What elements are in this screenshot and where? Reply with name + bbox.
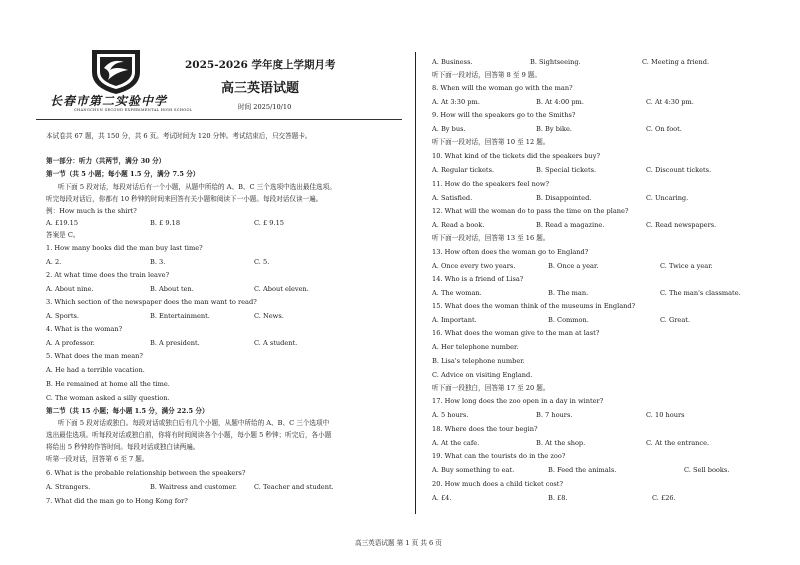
option: A. By bus. [432,125,466,133]
question: 7. What did the man go to Hong Kong for? [46,497,188,505]
section1-instruction: 听完每段对话后，你都有 10 秒钟的时间来回答有关小题和阅读下一小题。每段对话仅读一遍。 [46,195,323,203]
option: B. About ten. [150,285,194,293]
question: 15. What does the woman think of the museums in England? [432,302,636,310]
question: 9. How will the speakers go to the Smiths? [432,111,576,119]
question: 3. Which section of the newspaper does the man want to read? [46,298,257,306]
question: 2. At what time does the train leave? [46,271,170,279]
option: A. The woman. [432,289,482,297]
options [46,339,297,347]
section2-instruction: 选出最佳选项。听每段对话或独白前，你将有时间阅读各个小题，每小题 5 秒钟；听完后，各小题 [46,431,332,439]
exam-title: 高三英语试题 [221,81,300,96]
options [46,285,309,293]
option: C. About eleven. [254,285,309,293]
question: 19. What can the tourists do in the zoo? [432,452,566,460]
question: 4. What is the woman? [46,325,123,333]
option: A. Buy something to eat. [432,466,515,474]
question: 16. What does the woman give to the man at last? [432,329,600,337]
option: C. Advice on visiting England. [432,371,533,379]
option: B. £ 9.18 [150,219,181,227]
question: 20. How much does a child ticket cost? [432,480,563,488]
options [432,411,685,419]
option: C. 5. [254,258,270,266]
question: 10. What kind of the tickets did the speakers buy? [432,152,601,160]
option: C. Read newspapers. [646,221,717,229]
page-footer: 高三英语试题 第 1 页 共 6 页 [355,539,442,547]
option: B. At the shop. [536,439,586,447]
option: A. Business. [432,58,473,66]
option: A. Read a book. [432,221,485,229]
example-question: 例：How much is the shirt? [46,207,137,215]
school-name: 长春市第二实验中学 [50,94,168,108]
options [432,166,711,174]
option: C. The woman asked a silly question. [46,394,170,402]
exam-date: 时间 2025/10/10 [238,103,292,111]
option: A. Satisfied. [432,194,473,202]
listening-note: 听下面一段独白，回答第 17 至 20 题。 [432,384,550,392]
option: A. Her telephone number. [432,343,519,351]
option: C. A student. [254,339,298,347]
options [432,194,688,202]
option: A. £4. [432,494,452,502]
option: C. The man's classmate. [660,289,741,297]
question: 1. How many books did the man buy last time? [46,244,203,252]
option: B. 7 hours. [536,411,573,419]
option: A. 5 hours. [432,411,469,419]
listening-note: 听下面一段对话，回答第 8 至 9 题。 [432,71,542,79]
option: C. £26. [652,494,676,502]
option: A. Regular tickets. [432,166,495,174]
options [432,221,716,229]
column-divider [415,52,416,514]
options [46,258,269,266]
section2-instruction: 将给出 5 秒钟的作答时间。每段对话或独白读两遍。 [46,443,200,451]
option: A. At the cafe. [432,439,480,447]
option: C. At the entrance. [646,439,710,447]
option: C. Twice a year. [660,262,713,270]
section1-heading: 第一节（共 5 小题；每小题 1.5 分，满分 7.5 分） [46,170,200,178]
year-title: 2025-2026 学年度上学期月考 [185,59,336,71]
option: C. Teacher and student. [254,483,334,491]
option: B. The man. [548,289,589,297]
option: A. 2. [46,258,62,266]
option: B. Entertainment. [150,312,210,320]
listening-note: 听下面一段对话，回答第 10 至 12 题。 [432,138,550,146]
example-options [46,219,284,227]
option: A. At 3:30 pm. [432,98,480,106]
options [46,312,284,320]
option: A. He had a terrible vacation. [46,366,145,374]
option: B. He remained at home all the time. [46,380,170,388]
option: C. At 4:30 pm. [646,98,694,106]
intro-text: 本试卷共 67 题，共 150 分，共 6 页。考试时间为 120 分钟。考试结束后，只交答题卡。 [46,132,312,140]
section2-heading: 第二节（共 15 小题；每小题 1.5 分，满分 22.5 分） [46,407,209,415]
section1-instruction: 听下面 5 段对话，每段对话后有一个小题，从题中所给的 A、B、C 三个选项中选出最佳选项。 [58,183,336,191]
option: B. By bike. [536,125,573,133]
option: C. Uncaring. [646,194,689,202]
option: B. Disappointed. [536,194,592,202]
options [432,316,690,324]
option: C. News. [254,312,284,320]
question: 13. How often does the woman go to England? [432,248,589,256]
options [432,466,729,474]
option: C. Great. [660,316,691,324]
option: B. Feed the animals. [548,466,617,474]
listening-note: 听下面一段对话，回答第 13 至 16 题。 [432,234,550,242]
options [432,98,694,106]
option: B. Common. [548,316,589,324]
option: B. A president. [150,339,200,347]
option: B. Read a magazine. [536,221,605,229]
option: B. Once a year. [548,262,599,270]
option: B. Lisa's telephone number. [432,357,525,365]
options [432,262,713,270]
option: B. Waitress and customer. [150,483,237,491]
options [432,439,709,447]
option: B. 3. [150,258,166,266]
header-rule [36,119,402,120]
option: A. About nine. [46,285,94,293]
options [432,494,676,502]
option: B. At 4:00 pm. [536,98,584,106]
question: 5. What does the man mean? [46,352,143,360]
option: C. Discount tickets. [646,166,712,174]
options [432,125,682,133]
school-logo [86,46,146,96]
question: 6. What is the probable relationship between the speakers? [46,469,246,477]
question: 8. When will the woman go with the man? [432,84,573,92]
question: 18. Where does the tour begin? [432,425,538,433]
question: 14. Who is a friend of Lisa? [432,275,524,283]
part1-heading: 第一部分：听力（共两节，满分 30 分） [46,157,166,165]
options [432,289,741,297]
option: C. On foot. [646,125,682,133]
example-answer: 答案是 C。 [46,231,80,239]
option: A. £19.15 [46,219,79,227]
options [432,58,709,66]
option: C. £ 9.15 [254,219,284,227]
option: A. A professor. [46,339,95,347]
option: B. Special tickets. [536,166,597,174]
listening-note: 听第一段对话，回答第 6 至 7 题。 [46,455,149,463]
option: A. Sports. [46,312,79,320]
option: C. 10 hours [646,411,685,419]
option: C. Sell books. [684,466,730,474]
question: 17. How long does the zoo open in a day in winter? [432,397,604,405]
option: B. £8. [548,494,568,502]
option: A. Strangers. [46,483,91,491]
options [46,483,334,491]
option: B. Sightseeing. [530,58,581,66]
option: C. Meeting a friend. [642,58,710,66]
question: 11. How do the speakers feel now? [432,180,550,188]
option: A. Once every two years. [432,262,516,270]
school-name-en: CHANGCHUN SECOND EXPERIMENTAL HIGH SCHOOL [74,108,193,112]
question: 12. What will the woman do to pass the time on the plane? [432,207,629,215]
option: A. Important. [432,316,477,324]
section2-instruction: 听下面 5 段对话或独白。每段对话或独白后有几个小题，从题中所给的 A、B、C 三个选项中 [58,419,330,427]
